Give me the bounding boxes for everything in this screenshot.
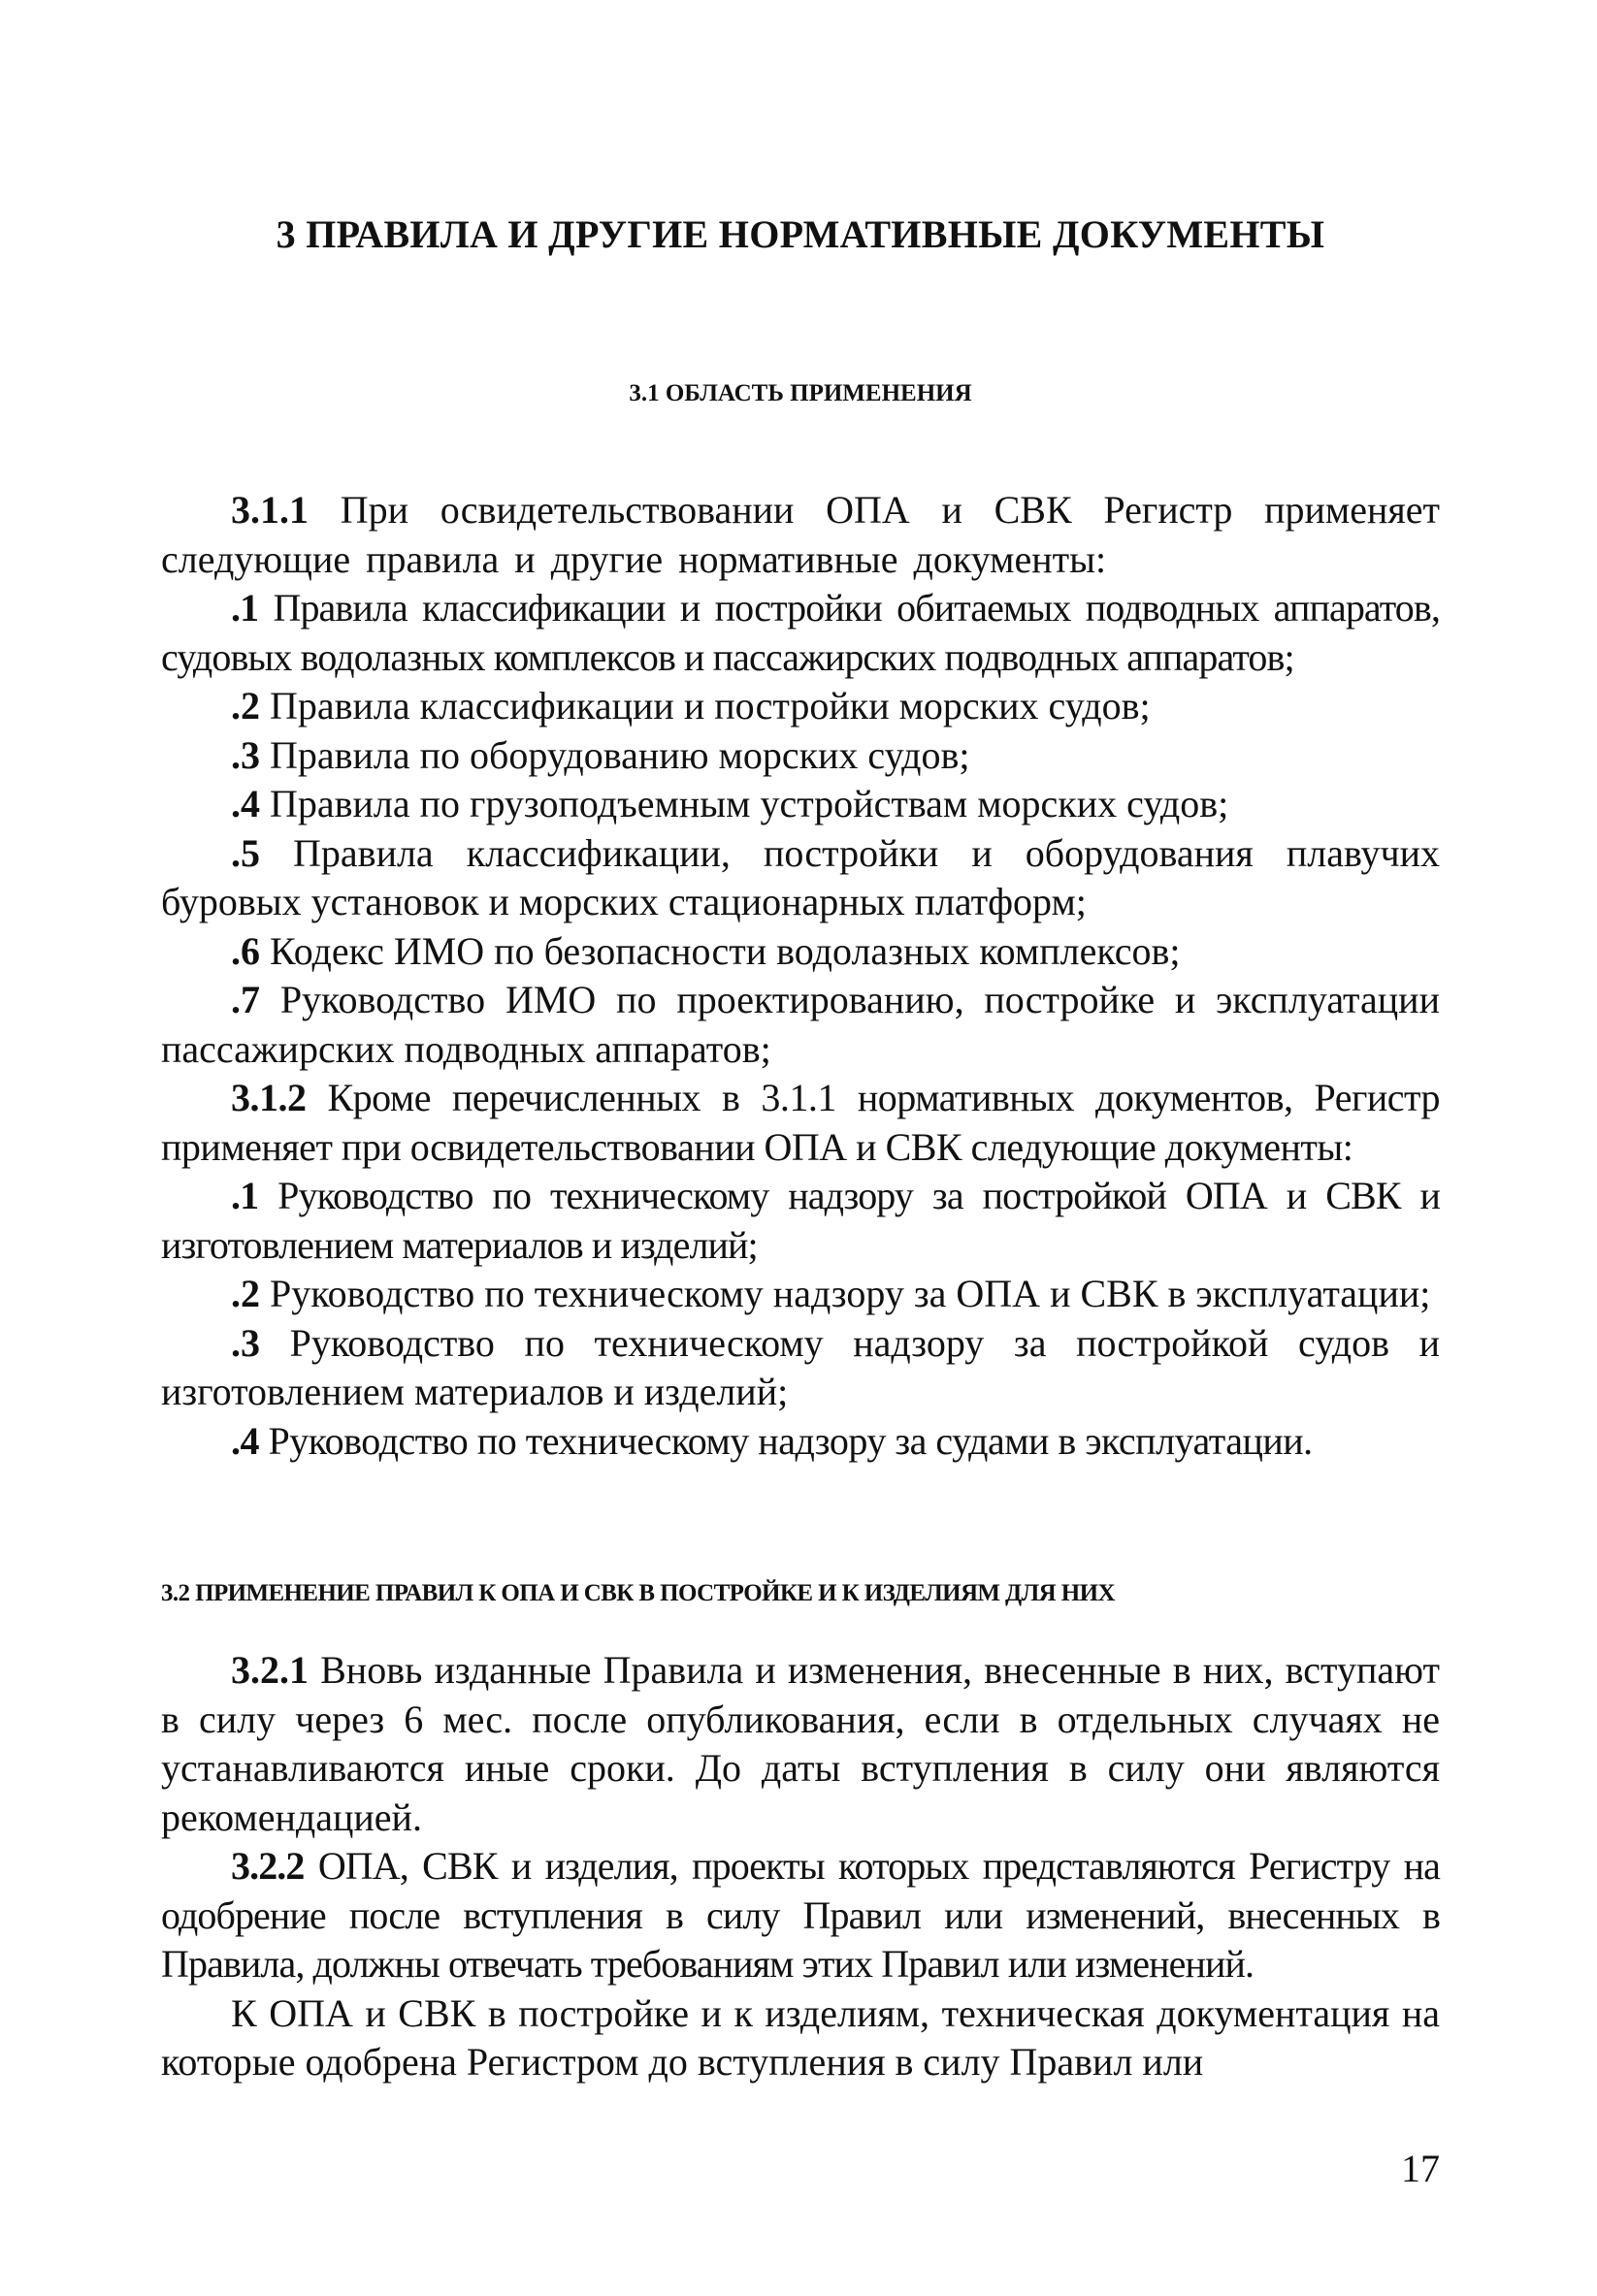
doc-item-4 (161, 1417, 1440, 1467)
item-text: Кодекс ИМО по безопасности водолазных комплексов; (260, 928, 1181, 973)
item-text: Правила по грузоподъемным устройствам морских судов; (260, 782, 1229, 825)
clause-number: 3.1.2 (231, 1076, 307, 1119)
paragraph-3-1-2 (161, 1074, 1440, 1172)
item-number: .7 (231, 978, 260, 1021)
list-item-3 (161, 731, 1440, 781)
item-text: Руководство по техническому надзору за постройкой ОПА и СВК и изготовлением материалов и изделий; (161, 1174, 1440, 1267)
paragraph-3-2-2 (161, 1842, 1440, 1989)
list-item-5 (161, 829, 1440, 927)
item-text: Руководство по техническому надзору за постройкой судов и изготовлением материалов и изделий; (161, 1320, 1440, 1413)
list-item-2 (161, 682, 1440, 731)
clause-number: 3.1.1 (231, 488, 309, 532)
paragraph-3-1-1 (161, 486, 1440, 584)
item-number: .4 (231, 782, 260, 825)
clause-text: К ОПА и СВК в постройке и к изделиям, техническая документация на которые одобрена Регистром до вступления в силу Правил или (161, 1990, 1440, 2084)
item-text: Руководство ИМО по проектированию, постройке и эксплуатации пассажирских подводных аппаратов; (161, 978, 1440, 1071)
item-text: Правила классификации и постройки морских судов; (260, 684, 1151, 728)
item-number: .4 (231, 1418, 259, 1463)
item-text: Правила классификации и постройки обитаемых подводных аппаратов, судовых водолазных комплексов и пассажирских подводных аппаратов; (161, 586, 1440, 679)
list-item-6 (161, 927, 1440, 977)
clause-text: Кроме перечисленных в 3.1.1 нормативных документов, Регистр применяет при освидетельствовании ОПА и СВК следующие документы: (161, 1076, 1440, 1169)
item-number: .3 (231, 1320, 260, 1365)
item-number: .1 (231, 586, 259, 630)
doc-item-1 (161, 1172, 1440, 1270)
doc-item-3 (161, 1319, 1440, 1417)
item-number: .2 (231, 1272, 260, 1315)
section-heading-3-1: 3.1 ОБЛАСТЬ ПРИМЕНЕНИЯ (629, 380, 972, 406)
clause-text: При освидетельствовании ОПА и СВК Регистр применяет следующие правила и другие нормативные документы: (161, 488, 1440, 581)
list-item-1 (161, 584, 1440, 682)
item-text: Руководство по техническому надзору за судами в эксплуатации. (259, 1418, 1313, 1463)
doc-item-2 (161, 1270, 1440, 1319)
item-number: .1 (231, 1174, 259, 1217)
clause-text: ОПА, СВК и изделия, проекты которых представляются Регистру на одобрение после вступления в силу Правил или изменений, внесенных в Правила, должны отвечать требованиям этих Правил или изменений. (161, 1844, 1440, 1986)
list-item-7 (161, 976, 1440, 1074)
section-3-2-body (161, 1646, 1440, 2087)
section-heading-3-2: 3.2 ПРИМЕНЕНИЕ ПРАВИЛ К ОПА И СВК В ПОСТРОЙКЕ И К ИЗДЕЛИЯМ ДЛЯ НИХ (161, 1580, 1115, 1606)
clause-number: 3.2.1 (231, 1648, 309, 1692)
item-number: .5 (231, 830, 260, 875)
item-text: Правила по оборудованию морских судов; (260, 732, 970, 777)
list-item-4 (161, 780, 1440, 829)
chapter-title: 3 ПРАВИЛА И ДРУГИЕ НОРМАТИВНЫЕ ДОКУМЕНТЫ (276, 212, 1325, 256)
page-number: 17 (1401, 2147, 1440, 2190)
paragraph-3-2-1 (161, 1646, 1440, 1842)
item-number: .3 (231, 732, 260, 777)
paragraph-continuation (161, 1989, 1440, 2087)
item-text: Руководство по техническому надзору за ОПА и СВК в эксплуатации; (260, 1272, 1431, 1315)
clause-text: Вновь изданные Правила и изменения, внесенные в них, вступают в силу через 6 мес. после опубликования, если в отдельных случаях не устанавливаются иные сроки. До даты вступления в силу они являются рекомендацией. (161, 1648, 1440, 1839)
item-number: .2 (231, 684, 260, 728)
section-3-1-body (161, 486, 1440, 1466)
item-text: Правила классификации, постройки и оборудования плавучих буровых установок и морских стационарных платформ; (161, 830, 1440, 923)
item-number: .6 (231, 928, 260, 973)
clause-number: 3.2.2 (231, 1844, 305, 1888)
